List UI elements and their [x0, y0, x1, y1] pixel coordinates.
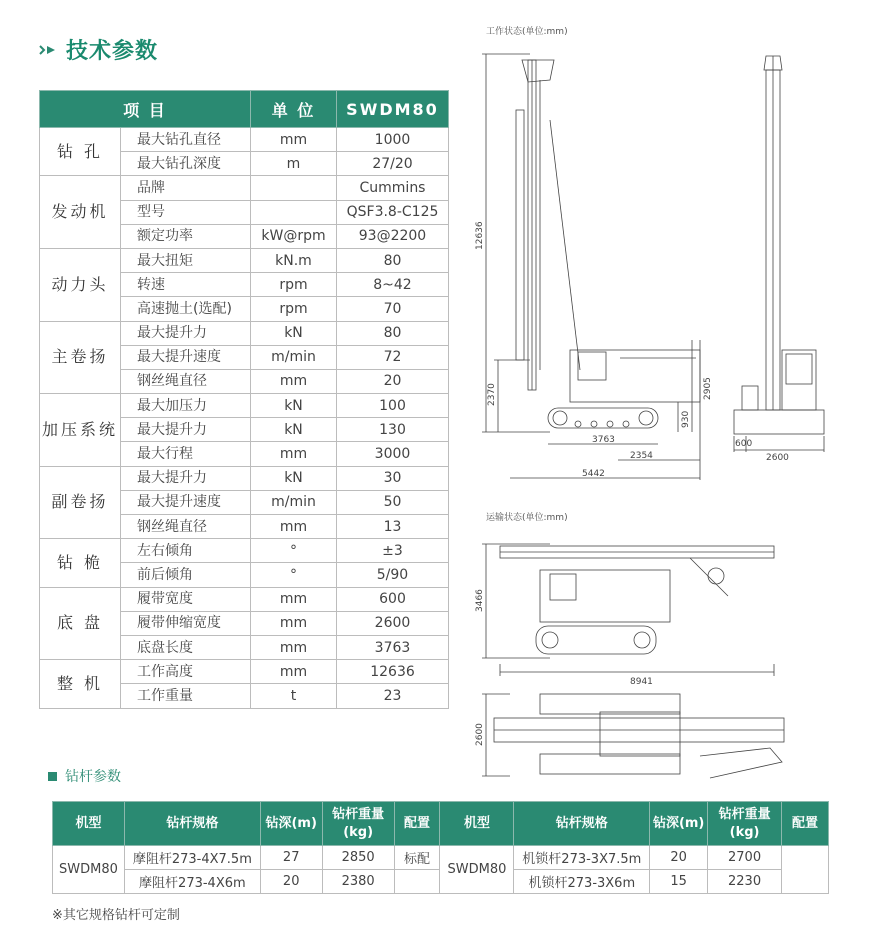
spec-item: 最大提升力: [121, 418, 251, 442]
dim-transport-len: 8941: [630, 677, 653, 687]
spec-unit: mm: [251, 128, 337, 152]
dim-chassis-len: 3763: [592, 435, 615, 445]
rod-depth: 27: [260, 846, 322, 870]
spec-unit: m/min: [251, 345, 337, 369]
spec-value: 80: [337, 321, 449, 345]
spec-group-label: 动力头: [40, 248, 121, 321]
spec-unit: kW@rpm: [251, 224, 337, 248]
spec-unit: rpm: [251, 297, 337, 321]
rod-header-cell: 钻杆重量 (kg): [322, 802, 394, 846]
spec-item: 前后倾角: [121, 563, 251, 587]
spec-item: 履带宽度: [121, 587, 251, 611]
spec-item: 最大钻孔深度: [121, 152, 251, 176]
rod-section-title: 钻杆参数: [48, 766, 121, 786]
dim-height-total: 12636: [475, 221, 485, 250]
dim-track-w: 600: [735, 439, 753, 449]
spec-group-label: 发动机: [40, 176, 121, 249]
transport-state-label: 运输状态(单位:mm): [486, 513, 568, 523]
spec-unit: mm: [251, 515, 337, 539]
spec-value: 3000: [337, 442, 449, 466]
spec-value: 23: [337, 684, 449, 708]
dim-height-base: 2370: [487, 383, 497, 406]
spec-group-label: 钻 孔: [40, 128, 121, 176]
spec-unit: rpm: [251, 273, 337, 297]
spec-item: 最大提升速度: [121, 345, 251, 369]
spec-unit: mm: [251, 587, 337, 611]
spec-group-label: 主卷扬: [40, 321, 121, 394]
spec-item: 额定功率: [121, 224, 251, 248]
rod-header-cell: 钻杆重量 (kg): [708, 802, 782, 846]
spec-group-label: 整 机: [40, 660, 121, 708]
rod-header-cell: 机型: [440, 802, 514, 846]
dim-transport-h: 3466: [475, 589, 485, 612]
spec-table: [39, 90, 449, 709]
spec-unit: kN: [251, 418, 337, 442]
spec-value: 27/20: [337, 152, 449, 176]
spec-value: 70: [337, 297, 449, 321]
rod-spec: 机锁杆273-3X6m: [514, 870, 650, 894]
spec-header-model: SWDM80: [337, 91, 449, 128]
spec-value: 13: [337, 515, 449, 539]
spec-item: 转速: [121, 273, 251, 297]
spec-unit: kN: [251, 321, 337, 345]
table-row: [40, 539, 449, 563]
dim-transport-w: 2600: [475, 723, 485, 746]
spec-item: 钢丝绳直径: [121, 515, 251, 539]
spec-unit: mm: [251, 369, 337, 393]
table-row: [40, 587, 449, 611]
rod-spec: 机锁杆273-3X7.5m: [514, 846, 650, 870]
spec-value: 80: [337, 248, 449, 272]
dim-ground-clear: 930: [681, 410, 691, 428]
rod-weight: 2380: [322, 870, 394, 894]
rod-weight: 2850: [322, 846, 394, 870]
spec-group-label: 加压系统: [40, 394, 121, 467]
table-row: [40, 394, 449, 418]
spec-unit: [251, 176, 337, 200]
spec-value: 50: [337, 490, 449, 514]
spec-item: 工作重量: [121, 684, 251, 708]
spec-unit: mm: [251, 611, 337, 635]
spec-item: 最大行程: [121, 442, 251, 466]
spec-item: 最大提升力: [121, 321, 251, 345]
spec-item: 钢丝绳直径: [121, 369, 251, 393]
table-row: [40, 128, 449, 152]
spec-group-label: 底 盘: [40, 587, 121, 660]
spec-value: 100: [337, 394, 449, 418]
square-bullet-icon: [48, 772, 57, 781]
spec-unit: kN: [251, 394, 337, 418]
table-row: [40, 248, 449, 272]
rod-weight: 2700: [708, 846, 782, 870]
table-row: [40, 176, 449, 200]
spec-value: 3763: [337, 635, 449, 659]
spec-unit: [251, 200, 337, 224]
spec-item: 最大钻孔直径: [121, 128, 251, 152]
spec-value: 2600: [337, 611, 449, 635]
rod-config-empty: [394, 870, 440, 894]
rod-header-cell: 钻杆规格: [124, 802, 260, 846]
rod-header-cell: 钻深(m): [260, 802, 322, 846]
working-state-drawing: [470, 40, 870, 490]
rod-depth: 15: [650, 870, 708, 894]
rod-header-cell: 钻杆规格: [514, 802, 650, 846]
spec-item: 高速抛土(选配): [121, 297, 251, 321]
spec-value: 600: [337, 587, 449, 611]
spec-unit: °: [251, 539, 337, 563]
spec-item: 最大提升速度: [121, 490, 251, 514]
table-row: [40, 660, 449, 684]
dim-rear-len: 2354: [630, 451, 653, 461]
rod-config-right: [782, 846, 829, 894]
spec-value: 12636: [337, 660, 449, 684]
custom-note: ※其它规格钻杆可定制: [52, 908, 180, 923]
table-row: [53, 846, 829, 870]
spec-item: 最大提升力: [121, 466, 251, 490]
spec-item: 最大扭矩: [121, 248, 251, 272]
arrow-icon: [38, 43, 60, 57]
spec-value: ±3: [337, 539, 449, 563]
spec-unit: mm: [251, 635, 337, 659]
dim-total-len: 5442: [582, 469, 605, 479]
section-title: 技术参数: [38, 34, 158, 65]
spec-unit: kN.m: [251, 248, 337, 272]
rod-weight: 2230: [708, 870, 782, 894]
spec-item: 品牌: [121, 176, 251, 200]
spec-value: 1000: [337, 128, 449, 152]
rod-spec: 摩阻杆273-4X7.5m: [124, 846, 260, 870]
spec-unit: mm: [251, 442, 337, 466]
spec-unit: m/min: [251, 490, 337, 514]
spec-unit: m: [251, 152, 337, 176]
spec-header-unit: 单 位: [251, 91, 337, 128]
transport-state-drawing: [470, 526, 870, 786]
rod-spec: 摩阻杆273-4X6m: [124, 870, 260, 894]
rod-model-right: SWDM80: [440, 846, 514, 894]
spec-value: 20: [337, 369, 449, 393]
spec-value: 30: [337, 466, 449, 490]
spec-unit: mm: [251, 660, 337, 684]
spec-item: 底盘长度: [121, 635, 251, 659]
spec-item: 履带伸缩宽度: [121, 611, 251, 635]
rod-depth: 20: [260, 870, 322, 894]
spec-value: 72: [337, 345, 449, 369]
dim-track-span: 2600: [766, 453, 789, 463]
spec-value: 93@2200: [337, 224, 449, 248]
spec-item: 最大加压力: [121, 394, 251, 418]
rod-header-cell: 钻深(m): [650, 802, 708, 846]
spec-item: 工作高度: [121, 660, 251, 684]
rod-header-cell: 配置: [394, 802, 440, 846]
spec-unit: t: [251, 684, 337, 708]
rod-depth: 20: [650, 846, 708, 870]
rod-config-left: 标配: [394, 846, 440, 870]
spec-item: 型号: [121, 200, 251, 224]
working-state-label: 工作状态(单位:mm): [486, 27, 568, 37]
rod-header-cell: 机型: [53, 802, 125, 846]
spec-value: Cummins: [337, 176, 449, 200]
spec-value: QSF3.8-C125: [337, 200, 449, 224]
rod-model-left: SWDM80: [53, 846, 125, 894]
spec-header-item: 项 目: [40, 91, 251, 128]
spec-unit: °: [251, 563, 337, 587]
rod-table: [52, 801, 829, 894]
spec-group-label: 副卷扬: [40, 466, 121, 539]
table-row: [40, 466, 449, 490]
spec-item: 左右倾角: [121, 539, 251, 563]
dim-height-cab: 2905: [703, 377, 713, 400]
rod-header-cell: 配置: [782, 802, 829, 846]
table-row: [40, 321, 449, 345]
spec-value: 5/90: [337, 563, 449, 587]
spec-value: 8~42: [337, 273, 449, 297]
spec-unit: kN: [251, 466, 337, 490]
spec-group-label: 钻 桅: [40, 539, 121, 587]
spec-value: 130: [337, 418, 449, 442]
